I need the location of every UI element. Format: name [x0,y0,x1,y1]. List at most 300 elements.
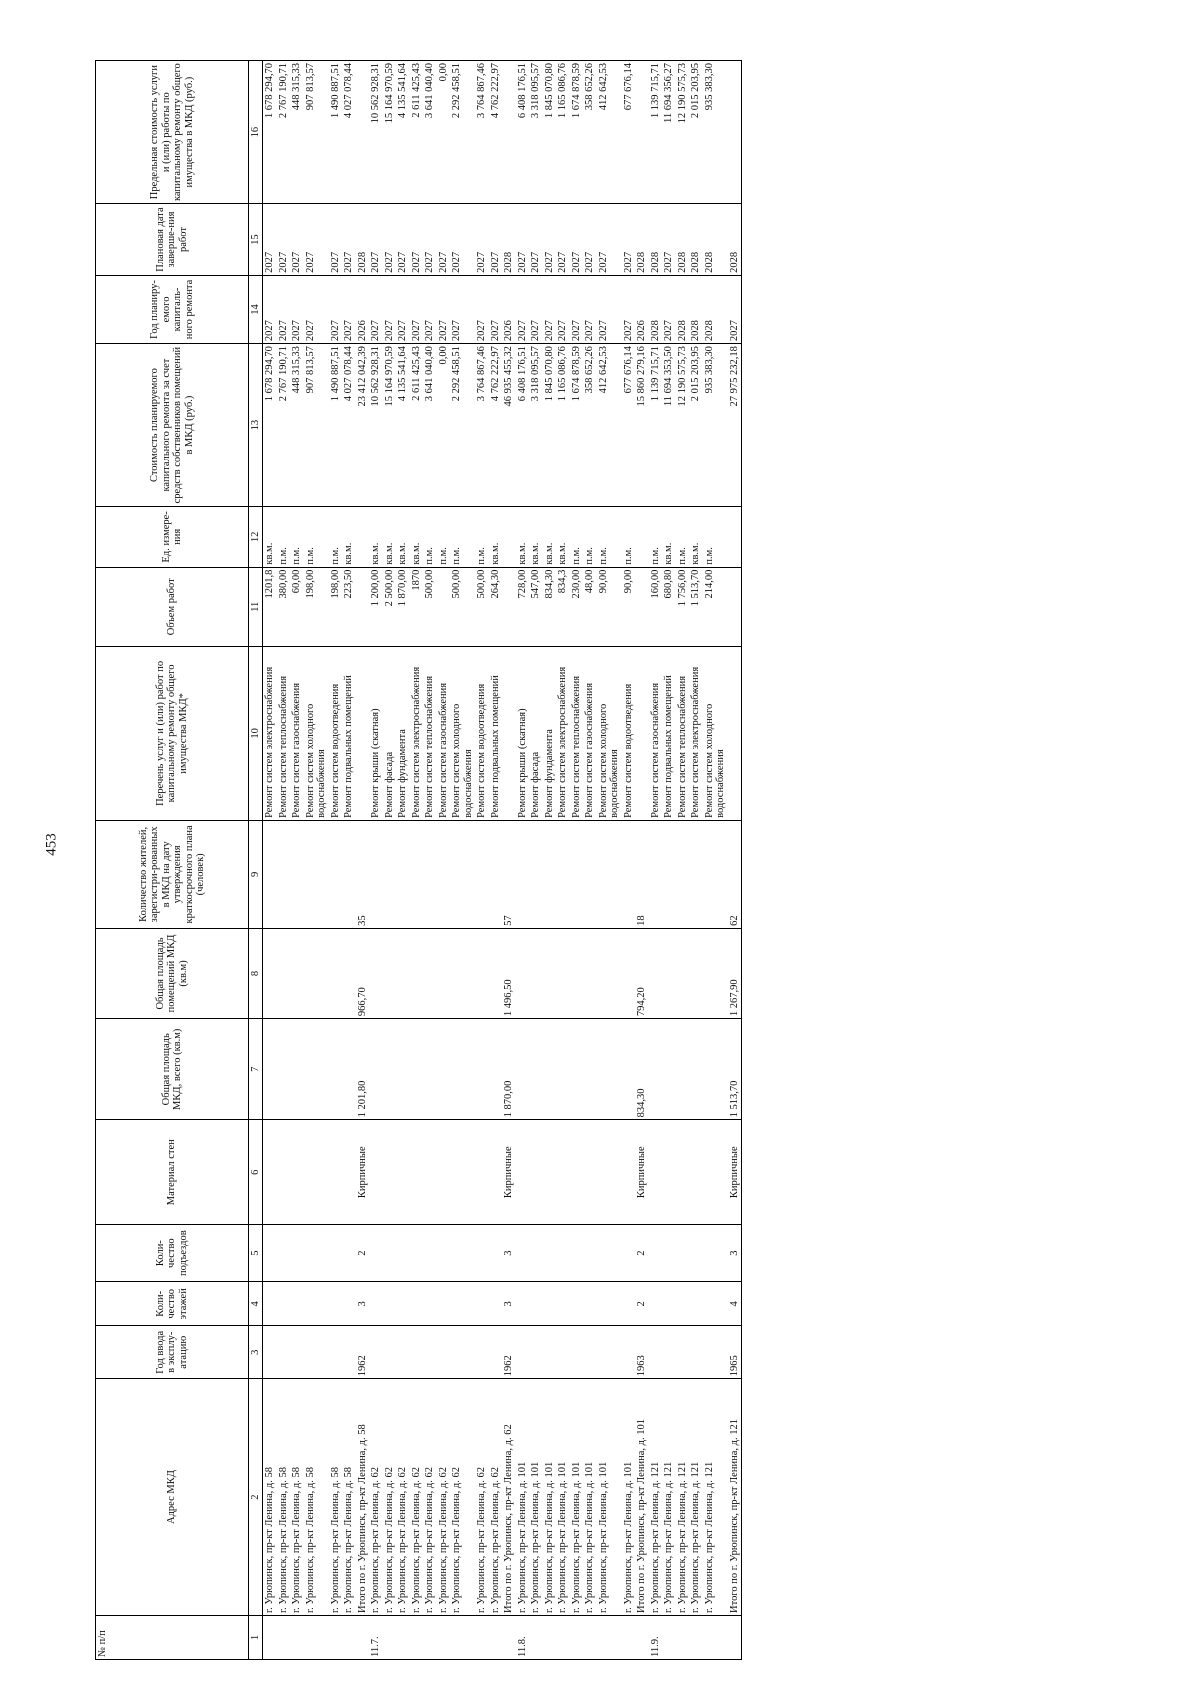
work-type: Ремонт фундамента [396,646,410,820]
table-row [676,61,690,1660]
work-volume [356,567,370,646]
completion-date: 2027 [290,204,304,276]
column-header-1: № п/п [96,1615,249,1659]
cost-limit: 358 652,26 [583,61,597,204]
completion-date: 2027 [410,204,424,276]
planned-cost: 12 190 575,73 [676,344,690,507]
column-header-8: Общая площадь помещений МКД (кв.м) [96,928,249,1018]
column-number-11: 11 [249,567,263,646]
column-number-7: 7 [249,1019,263,1120]
total-area [290,1019,304,1120]
address: г. Урюпинск, пр-кт Ленина, д. 62 [410,1379,424,1616]
wall-material: Кирпичные [728,1120,742,1225]
residents [329,820,343,928]
unit: кв.м. [396,507,410,568]
cost-limit: 4 762 222,97 [489,61,503,204]
cost-limit: 15 164 970,59 [383,61,397,204]
year-built [583,1326,597,1379]
repair-year: 2027 [450,275,475,343]
residents [529,820,543,928]
address: г. Урюпинск, пр-кт Ленина, д. 62 [475,1379,489,1616]
row-number: 11.7. [369,1615,383,1659]
cost-limit [728,61,742,204]
wall-material: Кирпичные [635,1120,649,1225]
repair-year: 2028 [703,275,728,343]
total-area [342,1019,356,1120]
floors [304,1282,329,1326]
column-header-16: Предельная стоимость услуги и (или) работы по капитальному ремонту общего имущества в МКД (руб.) [96,61,249,204]
premises-area [329,928,343,1018]
premises-area [423,928,437,1018]
planned-cost: 1 165 086,76 [556,344,570,507]
address: Итого по г. Урюпинск, пр-кт Ленина, д. 62 [502,1379,516,1616]
work-type: Ремонт систем водоотведения [329,646,343,820]
row-number [277,1615,291,1659]
row-number [529,1615,543,1659]
work-type: Ремонт систем газоснабжения [649,646,663,820]
residents [689,820,703,928]
work-type: Ремонт систем газоснабжения [583,646,597,820]
table-row [489,61,503,1660]
cost-limit: 11 694 356,27 [662,61,676,204]
cost-limit: 4 135 541,64 [396,61,410,204]
residents [290,820,304,928]
premises-area [649,928,663,1018]
completion-date: 2027 [489,204,503,276]
year-built [676,1326,690,1379]
column-number-12: 12 [249,507,263,568]
premises-area [662,928,676,1018]
table-row [597,61,622,1660]
row-number [635,1615,649,1659]
wall-material [570,1120,584,1225]
column-number-14: 14 [249,275,263,343]
column-header-15: Плановая дата заверше-ния работ [96,204,249,276]
total-area [649,1019,663,1120]
total-area [662,1019,676,1120]
table-body [263,61,742,1660]
cost-limit: 1 165 086,76 [556,61,570,204]
premises-area [556,928,570,1018]
work-volume [728,567,742,646]
row-number [583,1615,597,1659]
year-built [516,1326,530,1379]
page-number: 453 [43,833,60,856]
premises-area [597,928,622,1018]
residents [583,820,597,928]
entrances [277,1225,291,1282]
work-type: Ремонт систем холодного водоснабжения [703,646,728,820]
repair-year: 2028 [649,275,663,343]
work-volume: 834,30 [543,567,557,646]
row-number [728,1615,742,1659]
wall-material [529,1120,543,1225]
residents [516,820,530,928]
residents [277,820,291,928]
repair-year: 2027 [662,275,676,343]
floors [450,1282,475,1326]
year-built [383,1326,397,1379]
completion-date: 2028 [502,204,516,276]
unit: кв.м. [489,507,503,568]
premises-area [570,928,584,1018]
residents [676,820,690,928]
entrances [649,1225,663,1282]
unit: п.м. [703,507,728,568]
table-row [450,61,475,1660]
table-row [622,61,636,1660]
completion-date: 2027 [423,204,437,276]
row-number [329,1615,343,1659]
planned-cost: 15 164 970,59 [383,344,397,507]
cost-limit: 1 845 070,80 [543,61,557,204]
planned-cost: 907 813,57 [304,344,329,507]
completion-date: 2027 [543,204,557,276]
cost-limit: 6 408 176,51 [516,61,530,204]
premises-area [689,928,703,1018]
work-type: Ремонт систем холодного водоснабжения [304,646,329,820]
address: г. Урюпинск, пр-кт Ленина, д. 101 [516,1379,530,1616]
total-area [369,1019,383,1120]
entrances [437,1225,451,1282]
column-header-2: Адрес МКД [96,1379,249,1616]
planned-cost: 11 694 353,50 [662,344,676,507]
year-built [290,1326,304,1379]
total-row [502,61,516,1660]
floors [263,1282,277,1326]
unit: кв.м. [410,507,424,568]
wall-material [583,1120,597,1225]
cost-limit: 4 027 078,44 [342,61,356,204]
cost-limit [635,61,649,204]
completion-date: 2027 [383,204,397,276]
cost-limit: 12 190 575,73 [676,61,690,204]
work-volume: 680,80 [662,567,676,646]
unit [502,507,516,568]
planned-cost: 27 975 232,18 [728,344,742,507]
repair-year: 2027 [516,275,530,343]
unit: кв.м. [516,507,530,568]
year-built [543,1326,557,1379]
cost-limit: 907 813,57 [304,61,329,204]
unit: п.м. [450,507,475,568]
table-row [304,61,329,1660]
row-number [543,1615,557,1659]
entrances [263,1225,277,1282]
residents [304,820,329,928]
planned-cost: 1 674 878,59 [570,344,584,507]
cost-limit: 2 292 458,51 [450,61,475,204]
floors: 2 [635,1282,649,1326]
table-row [689,61,703,1660]
completion-date: 2028 [689,204,703,276]
work-volume: 1 756,00 [676,567,690,646]
floors [676,1282,690,1326]
column-header-13: Стоимость планируемого капитального ремонта за счет средств собственников помещений в МКД (руб.) [96,344,249,507]
cost-limit: 10 562 928,31 [369,61,383,204]
row-number [410,1615,424,1659]
wall-material [622,1120,636,1225]
completion-date: 2027 [329,204,343,276]
table-row [570,61,584,1660]
planned-cost: 4 762 222,97 [489,344,503,507]
completion-date: 2028 [703,204,728,276]
repair-year: 2027 [728,275,742,343]
row-number [383,1615,397,1659]
repair-year: 2026 [356,275,370,343]
work-volume: 500,00 [423,567,437,646]
unit: п.м. [622,507,636,568]
residents [437,820,451,928]
total-area [329,1019,343,1120]
unit: кв.м. [383,507,397,568]
work-volume: 230,00 [570,567,584,646]
entrances [529,1225,543,1282]
address: г. Урюпинск, пр-кт Ленина, д. 62 [450,1379,475,1616]
planned-cost: 46 935 455,32 [502,344,516,507]
table-row [556,61,570,1660]
premises-area [703,928,728,1018]
column-number-13: 13 [249,344,263,507]
table-row [529,61,543,1660]
year-built [529,1326,543,1379]
repair-year: 2027 [583,275,597,343]
row-number [703,1615,728,1659]
wall-material: Кирпичные [502,1120,516,1225]
unit: п.м. [423,507,437,568]
work-type: Ремонт фундамента [543,646,557,820]
total-area [676,1019,690,1120]
repair-year: 2028 [689,275,703,343]
address: г. Урюпинск, пр-кт Ленина, д. 121 [703,1379,728,1616]
year-built [703,1326,728,1379]
planned-cost: 2 767 190,71 [277,344,291,507]
total-row [728,61,742,1660]
cost-limit: 3 641 040,40 [423,61,437,204]
year-built [450,1326,475,1379]
completion-date: 2027 [662,204,676,276]
premises-area [383,928,397,1018]
entrances [450,1225,475,1282]
address: г. Урюпинск, пр-кт Ленина, д. 101 [570,1379,584,1616]
address: г. Урюпинск, пр-кт Ленина, д. 101 [597,1379,622,1616]
planned-cost: 1 139 715,71 [649,344,663,507]
wall-material [543,1120,557,1225]
cost-limit: 2 767 190,71 [277,61,291,204]
entrances: 3 [502,1225,516,1282]
planned-cost: 935 383,30 [703,344,728,507]
planned-cost: 412 642,53 [597,344,622,507]
table-row [329,61,343,1660]
work-volume: 214,00 [703,567,728,646]
year-built [570,1326,584,1379]
total-area [543,1019,557,1120]
premises-area [543,928,557,1018]
completion-date: 2027 [475,204,489,276]
total-area [450,1019,475,1120]
planned-cost: 448 315,33 [290,344,304,507]
wall-material [329,1120,343,1225]
total-area [304,1019,329,1120]
row-number [450,1615,475,1659]
floors [649,1282,663,1326]
entrances [383,1225,397,1282]
entrances [583,1225,597,1282]
total-row [356,61,370,1660]
planned-cost: 2 611 425,43 [410,344,424,507]
work-type: Ремонт систем электроснабжения [556,646,570,820]
completion-date: 2028 [635,204,649,276]
planned-cost: 677 676,14 [622,344,636,507]
repair-year: 2027 [329,275,343,343]
work-type: Ремонт систем холодного водоснабжения [450,646,475,820]
work-volume: 48,00 [583,567,597,646]
entrances [290,1225,304,1282]
column-header-10: Перечень услуг и (или) работ по капитальному ремонту общего имущества МКД* [96,646,249,820]
cost-limit: 3 764 867,46 [475,61,489,204]
total-area [597,1019,622,1120]
planned-cost: 4 027 078,44 [342,344,356,507]
column-number-10: 10 [249,646,263,820]
table-row [543,61,557,1660]
work-volume [635,567,649,646]
completion-date: 2027 [342,204,356,276]
table-row [410,61,424,1660]
wall-material [263,1120,277,1225]
total-area [423,1019,437,1120]
floors [703,1282,728,1326]
column-number-8: 8 [249,928,263,1018]
entrances [489,1225,503,1282]
floors [423,1282,437,1326]
unit: кв.м. [556,507,570,568]
entrances [475,1225,489,1282]
floors [329,1282,343,1326]
wall-material [556,1120,570,1225]
repair-year: 2027 [290,275,304,343]
floors [475,1282,489,1326]
floors: 3 [502,1282,516,1326]
address: Итого по г. Урюпинск, пр-кт Ленина, д. 121 [728,1379,742,1616]
residents [662,820,676,928]
repair-year: 2027 [396,275,410,343]
cost-limit: 1 678 294,70 [263,61,277,204]
entrances: 3 [728,1225,742,1282]
year-built [423,1326,437,1379]
row-number [622,1615,636,1659]
repair-year: 2027 [543,275,557,343]
floors: 4 [728,1282,742,1326]
repair-year: 2027 [622,275,636,343]
floors [570,1282,584,1326]
premises-area [290,928,304,1018]
floors [383,1282,397,1326]
residents [263,820,277,928]
work-type: Ремонт систем холодного водоснабжения [597,646,622,820]
address: г. Урюпинск, пр-кт Ленина, д. 62 [383,1379,397,1616]
repair-year: 2027 [383,275,397,343]
year-built [556,1326,570,1379]
completion-date: 2027 [304,204,329,276]
total-area [489,1019,503,1120]
floors [622,1282,636,1326]
total-area [410,1019,424,1120]
completion-date: 2027 [622,204,636,276]
planned-cost: 358 652,26 [583,344,597,507]
work-volume: 728,00 [516,567,530,646]
unit: кв.м. [342,507,356,568]
repair-year: 2027 [570,275,584,343]
total-area [556,1019,570,1120]
work-volume: 1 200,00 [369,567,383,646]
year-built [622,1326,636,1379]
column-header-5: Коли-чество подъездов [96,1225,249,1282]
unit: кв.м. [543,507,557,568]
column-number-9: 9 [249,820,263,928]
repair-year: 2027 [475,275,489,343]
work-volume: 1 513,70 [689,567,703,646]
planned-cost: 1 845 070,80 [543,344,557,507]
work-volume: 500,00 [475,567,489,646]
work-volume: 264,30 [489,567,503,646]
completion-date: 2027 [263,204,277,276]
work-type: Ремонт фасада [529,646,543,820]
total-area [622,1019,636,1120]
address: г. Урюпинск, пр-кт Ленина, д. 58 [290,1379,304,1616]
year-built [263,1326,277,1379]
total-area [516,1019,530,1120]
cost-limit: 3 318 095,57 [529,61,543,204]
entrances [369,1225,383,1282]
column-header-7: Общая площадь МКД, всего (кв.м) [96,1019,249,1120]
cost-limit: 412 642,53 [597,61,622,204]
table-row [583,61,597,1660]
address: г. Урюпинск, пр-кт Ленина, д. 101 [543,1379,557,1616]
floors: 3 [356,1282,370,1326]
total-area [277,1019,291,1120]
work-type: Ремонт фасада [383,646,397,820]
wall-material [277,1120,291,1225]
unit: п.м. [475,507,489,568]
entrances [396,1225,410,1282]
cost-limit: 1 490 887,51 [329,61,343,204]
planned-cost: 6 408 176,51 [516,344,530,507]
floors [583,1282,597,1326]
floors [437,1282,451,1326]
year-built [396,1326,410,1379]
total-area: 834,30 [635,1019,649,1120]
work-volume: 160,00 [649,567,663,646]
wall-material [662,1120,676,1225]
completion-date: 2028 [649,204,663,276]
premises-area [304,928,329,1018]
residents [383,820,397,928]
floors [556,1282,570,1326]
total-row [635,61,649,1660]
row-number [290,1615,304,1659]
premises-area [516,928,530,1018]
total-area [529,1019,543,1120]
work-volume: 2 500,00 [383,567,397,646]
work-volume: 834,3 [556,567,570,646]
wall-material [396,1120,410,1225]
entrances [304,1225,329,1282]
work-type: Ремонт крыши (скатная) [369,646,383,820]
entrances [543,1225,557,1282]
residents [410,820,424,928]
total-area [263,1019,277,1120]
year-built [597,1326,622,1379]
